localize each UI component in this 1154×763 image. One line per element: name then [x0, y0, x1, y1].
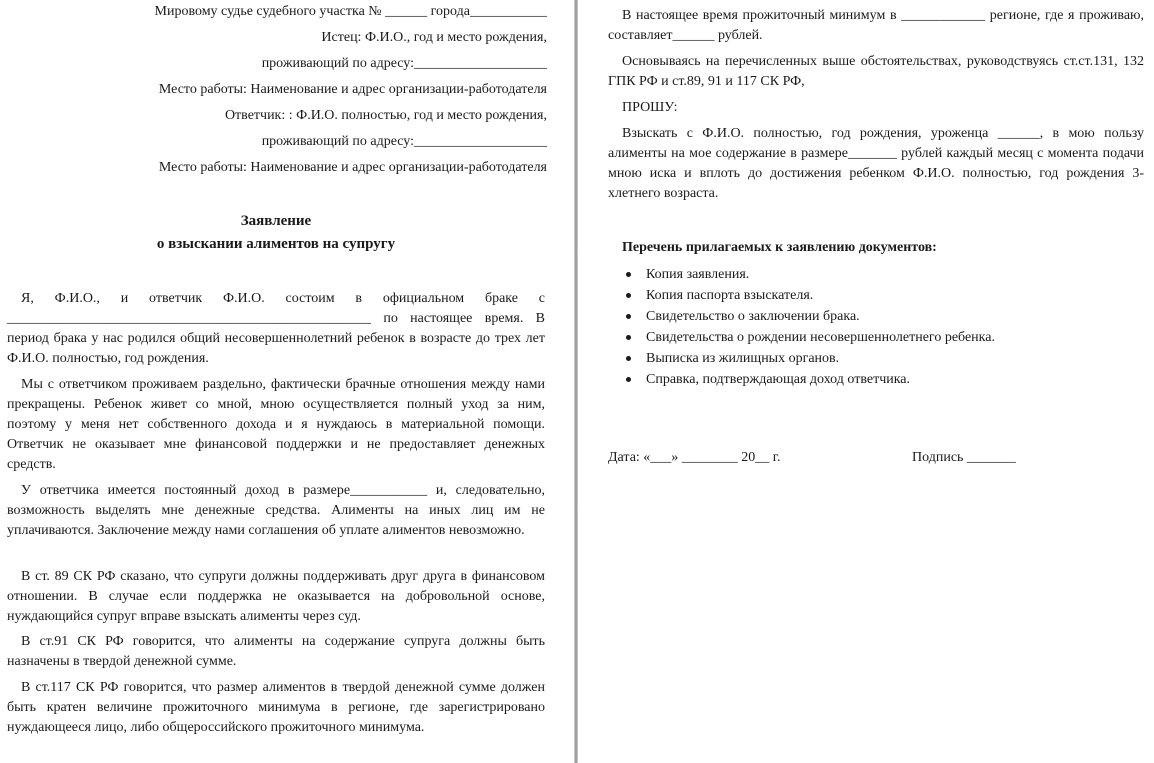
paragraph-article-89: В ст. 89 СК РФ сказано, что супруги должны поддерживать друг друга в финансовом отношении. В случае если поддержка не оказывается на добровольной основе, нуждающийся супруг вправе взыскать алименты через суд.	[7, 569, 545, 624]
request-heading: ПРОШУ:	[622, 100, 678, 115]
paragraph-marriage: Я, Ф.И.О., и ответчик Ф.И.О. состоим в официальном браке с ____________________________________________________ по настоящее время. В период брака у нас родился общий несовершеннолетний ребенок в возрасте до трех лет Ф.И.О. полностью, год рождения.	[7, 291, 545, 366]
list-item: Свидетельство о заключении брака.	[608, 306, 995, 327]
date-line: Дата: «___» ________ 20__ г.	[608, 450, 781, 465]
paragraph-article-117: В ст.117 СК РФ говорится, что размер алиментов в твердой денежной сумме должен быть кратен величине прожиточного минимума в регионе, где зарегистрировано нуждающееся лицо, либо общероссийского прожиточного минимума.	[7, 680, 545, 735]
paragraph-article-91: В ст.91 СК РФ говорится, что алименты на содержание супруга должны быть назначены в твердой денежной сумме.	[7, 634, 545, 669]
document-subtitle: о взыскании алиментов на супругу	[156, 236, 396, 252]
paragraph-separation: Мы с ответчиком проживаем раздельно, фактически брачные отношения между нами прекращены. Ребенок живет со мной, мною осуществляется полный уход за ним, поэтому у меня нет собственного дохода и я нуждаюсь в материальной помощи. Ответчик не оказывает мне финансовой поддержки и не предоставляет денежных средств.	[7, 377, 545, 472]
list-item: Копия паспорта взыскателя.	[608, 285, 995, 306]
header-line-plaintiff: Истец: Ф.И.О., год и место рождения,	[321, 30, 547, 45]
attachments-list	[608, 264, 995, 390]
list-item: Выписка из жилищных органов.	[608, 348, 995, 369]
header-line-court: Мировому судье судебного участка № ______ города___________	[154, 4, 547, 19]
document-title: Заявление	[240, 213, 312, 229]
paragraph-subsistence: В настоящее время прожиточный минимум в ____________ регионе, где я проживаю, составляет______ рублей.	[608, 8, 1144, 43]
list-item: Копия заявления.	[608, 264, 995, 285]
header-line-defendant-address: проживающий по адресу:___________________	[261, 134, 547, 149]
right-page	[578, 0, 1154, 763]
header-line-defendant-work: Место работы: Наименование и адрес организации-работодателя	[158, 160, 547, 175]
header-line-plaintiff-work: Место работы: Наименование и адрес организации-работодателя	[158, 82, 547, 97]
signature-line: Подпись _______	[912, 450, 1016, 465]
header-line-defendant: Ответчик: : Ф.И.О. полностью, год и место рождения,	[224, 108, 547, 123]
attachments-title: Перечень прилагаемых к заявлению документов:	[622, 240, 937, 255]
paragraph-income: У ответчика имеется постоянный доход в размере___________ и, следовательно, возможность выделять мне денежные средства. Алименты на иных лиц им не уплачиваются. Заключение между нами соглашения об уплате алиментов невозможно.	[7, 483, 545, 538]
left-page	[0, 0, 574, 763]
paragraph-request: Взыскать с Ф.И.О. полностью, год рождения, уроженца ______, в мою пользу алименты на мое содержание в размере_______ рублей каждый месяц с момента подачи мною иска и вплоть до достижения ребенком Ф.И.О. полностью, год рождения 3-хлетнего возраста.	[608, 126, 1144, 201]
paragraph-grounds: Основываясь на перечисленных выше обстоятельствах, руководствуясь ст.ст.131, 132 ГПК РФ и ст.89, 91 и 117 СК РФ,	[608, 54, 1144, 89]
list-item: Свидетельства о рождении несовершеннолетнего ребенка.	[608, 327, 995, 348]
header-line-plaintiff-address: проживающий по адресу:___________________	[261, 56, 547, 71]
list-item: Справка, подтверждающая доход ответчика.	[608, 369, 995, 390]
